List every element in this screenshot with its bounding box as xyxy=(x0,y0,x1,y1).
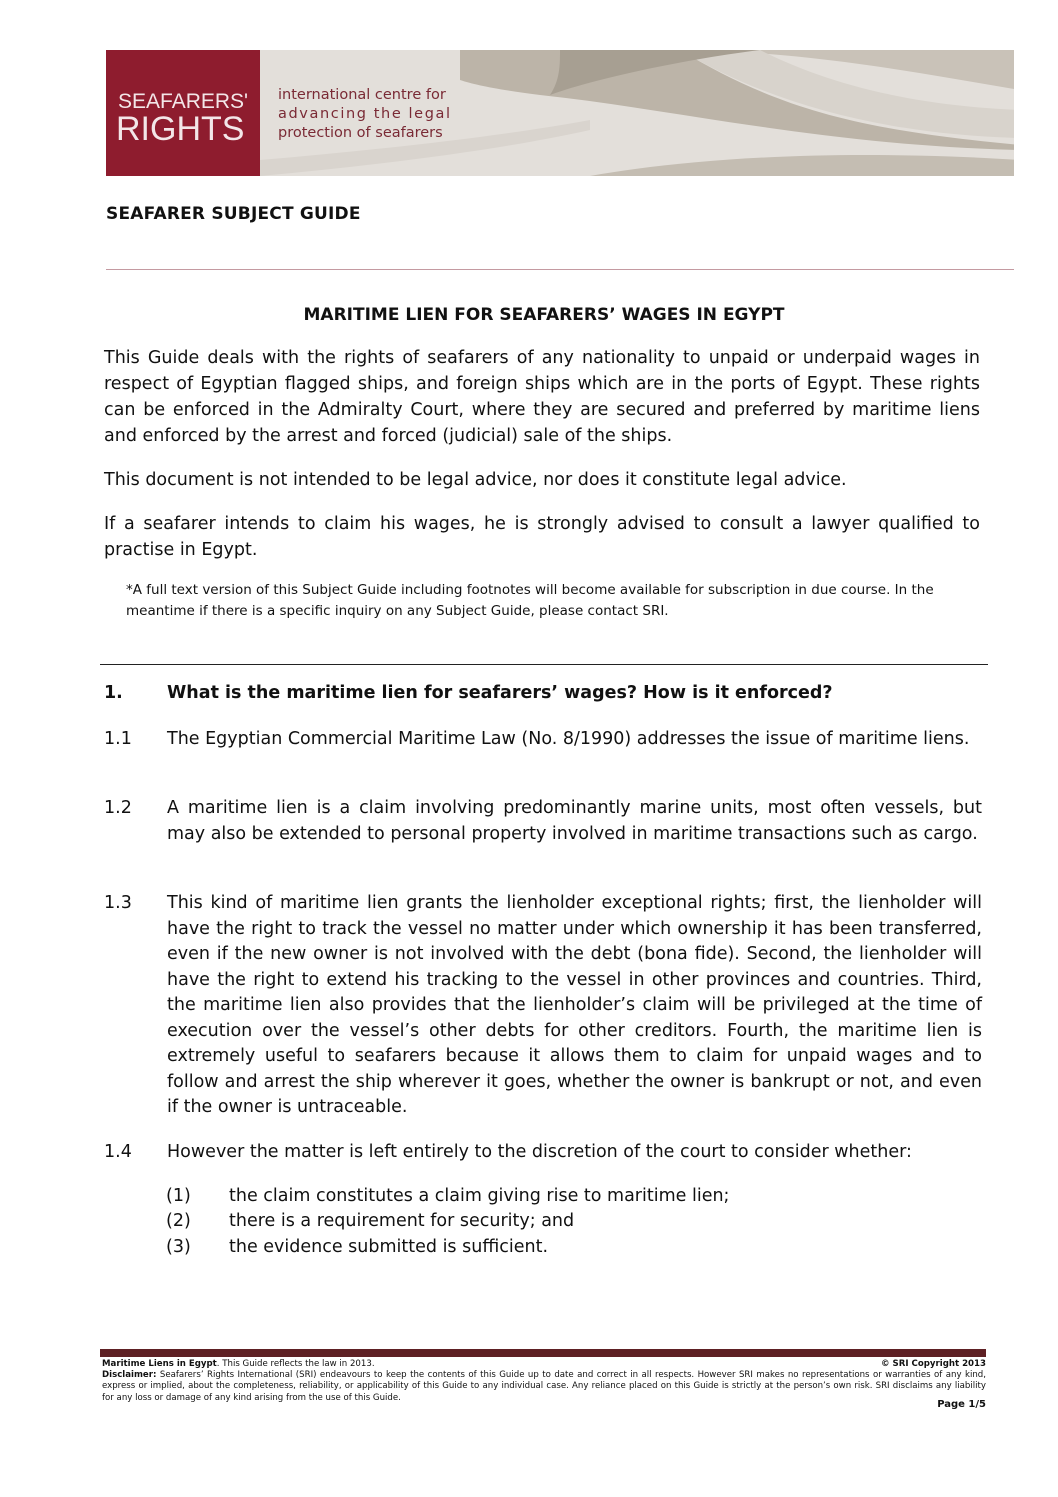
footer xyxy=(102,1359,986,1404)
page-number: Page 1/5 xyxy=(937,1399,986,1410)
item-number: 1.1 xyxy=(104,729,132,749)
footer-disclaimer xyxy=(102,1370,986,1404)
item-number: 1.2 xyxy=(104,798,132,818)
sub-item-number: (3) xyxy=(166,1237,191,1257)
item-text: The Egyptian Commercial Maritime Law (No. 8/1990) addresses the issue of maritime liens. xyxy=(167,729,970,749)
intro-paragraph-1: This Guide deals with the rights of seafarers of any nationality to unpaid or underpaid wages in respect of Egyptian flagged ships, and foreign ships which are in the ports of Egypt. These rights can be enforced in the Admiralty Court, where they are secured and preferred by maritime liens and enforced by the arrest and forced (judicial) sale of the ships. xyxy=(104,348,980,446)
sub-item-number: (1) xyxy=(166,1186,191,1206)
disclaimer-text: Seafarers’ Rights International (SRI) endeavours to keep the contents of this Guide up to date and correct in all respects. However SRI makes no representations or warranties of any kind, express or implied, about the completeness, reliability, or applicability of this Guide to any individual case. Any reliance placed on this Guide is strictly at the person’s own risk. SRI disclaims any liability for any loss or damage of any kind arising from the use of this Guide. xyxy=(102,1370,986,1403)
header-banner xyxy=(106,50,1014,176)
disclaimer-label: Disclaimer: xyxy=(102,1370,157,1381)
section-number: 1. xyxy=(104,683,123,703)
item-text: However the matter is left entirely to the discretion of the court to consider whether: xyxy=(167,1142,912,1162)
logo-line-1: SEAFARERS' xyxy=(118,90,249,113)
tagline-line-3: protection of seafarers xyxy=(278,125,443,141)
item-text: A maritime lien is a claim involving predominantly marine units, most often vessels, but may also be extended to personal property involved in maritime transactions such as cargo. xyxy=(167,798,982,844)
page-title: MARITIME LIEN FOR SEAFARERS’ WAGES IN EGYPT xyxy=(303,305,785,325)
divider xyxy=(106,269,1014,270)
sub-item-text: the evidence submitted is sufficient. xyxy=(229,1237,549,1257)
sub-item-number: (2) xyxy=(166,1211,191,1231)
footer-law-note: . This Guide reflects the law in 2013. xyxy=(216,1359,375,1369)
footer-copyright: © SRI Copyright 2013 xyxy=(880,1359,986,1369)
item-number: 1.4 xyxy=(104,1142,132,1162)
footer-doc-info xyxy=(102,1359,375,1370)
item-number: 1.3 xyxy=(104,893,132,913)
logo xyxy=(106,50,260,176)
tagline xyxy=(278,86,452,143)
section-divider xyxy=(100,664,988,665)
intro-paragraph-2: This document is not intended to be legal advice, nor does it constitute legal advice. xyxy=(104,470,847,490)
footnote-notice: *A full text version of this Subject Guide including footnotes will become available for subscription in due course. In the meantime if there is a specific inquiry on any Subject Guide, please contact SRI. xyxy=(126,582,934,619)
series-label: SEAFARER SUBJECT GUIDE xyxy=(106,204,361,224)
footer-doc-title: Maritime Liens in Egypt xyxy=(102,1359,217,1369)
sub-item-text: there is a requirement for security; and xyxy=(229,1211,575,1231)
tagline-line-2: advancing the legal xyxy=(278,106,452,122)
section-heading-text: What is the maritime lien for seafarers’ wages? How is it enforced? xyxy=(167,683,833,703)
logo-line-2: RIGHTS xyxy=(116,110,245,148)
tagline-line-1: international centre for xyxy=(278,87,446,103)
sub-item-text: the claim constitutes a claim giving rise to maritime lien; xyxy=(229,1186,730,1206)
footer-bar xyxy=(100,1349,986,1357)
intro-paragraph-3: If a seafarer intends to claim his wages, he is strongly advised to consult a lawyer qualified to practise in Egypt. xyxy=(104,514,980,560)
footer-row xyxy=(102,1359,986,1370)
item-text: This kind of maritime lien grants the lienholder exceptional rights; first, the lienholder will have the right to track the vessel no matter under which ownership it has been transferred, even if the new owner is not involved with the debt (bona fide). Second, the lienholder will have the right to extend his tracking to the vessel in other provinces and countries. Third, the maritime lien also provides that the lienholder’s claim will be privileged at the time of execution over the vessel’s other debts for other creditors. Fourth, the maritime lien is extremely useful to seafarers because it allows them to claim for unpaid wages and to follow and arrest the ship wherever it goes, whether the owner is bankrupt or not, and even if the owner is untraceable. xyxy=(167,893,982,1117)
